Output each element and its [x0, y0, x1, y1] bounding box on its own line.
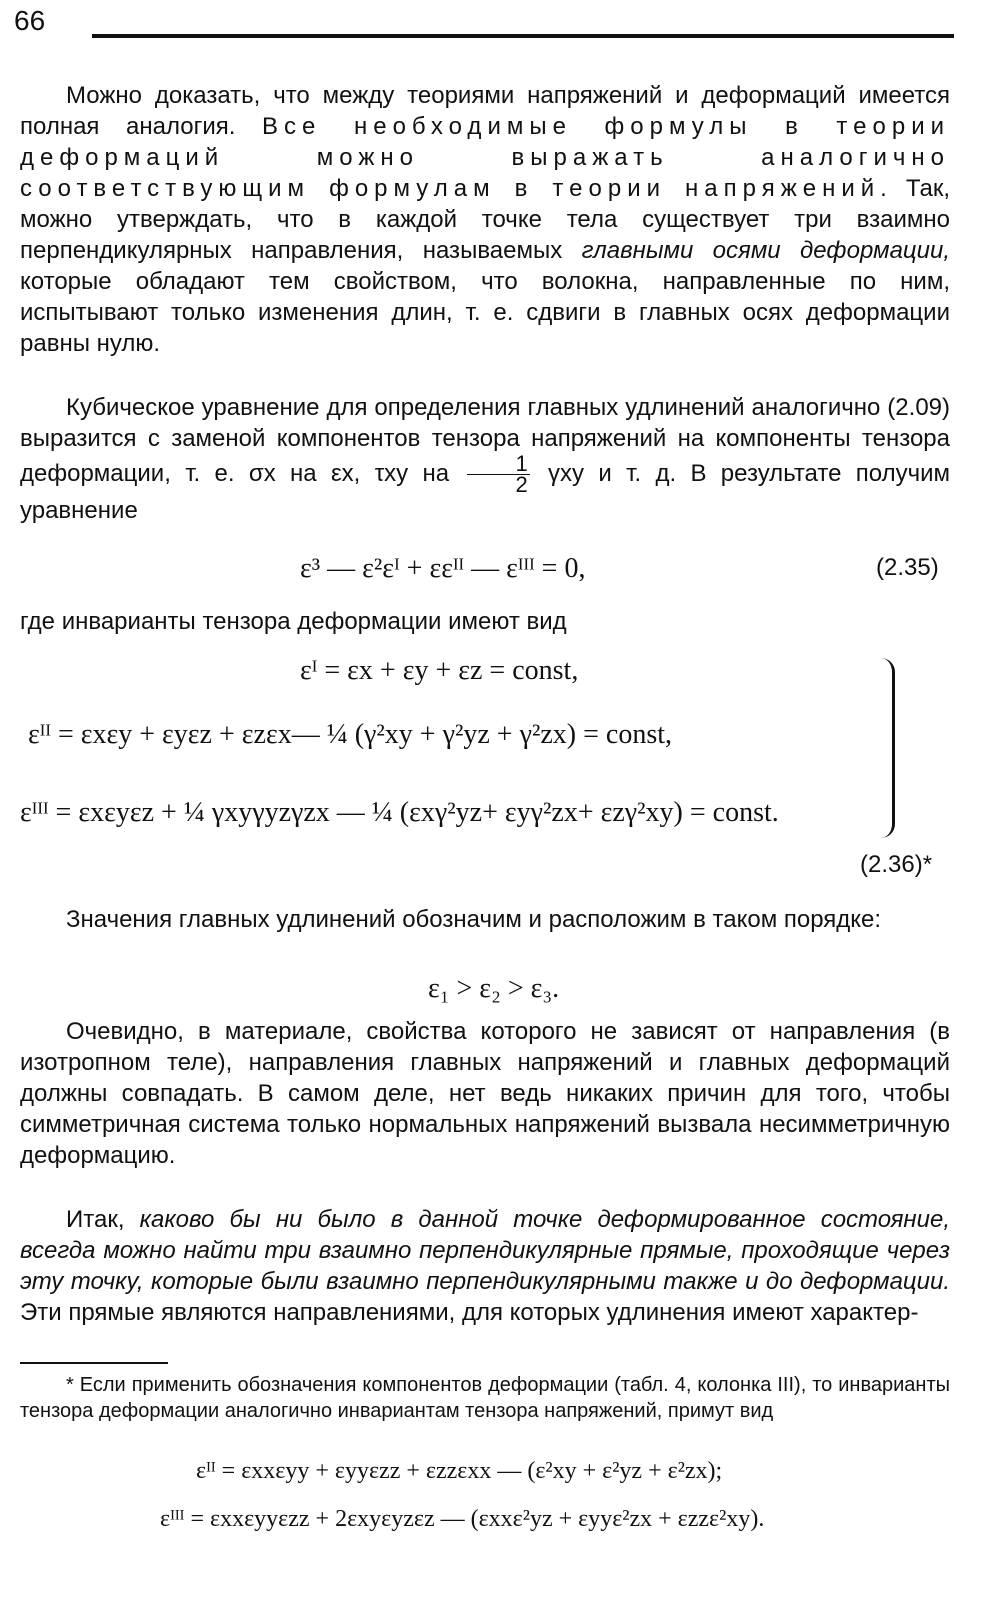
- p1-text-b: Так, можно утверждать, что в каждой точке тела существует три взаимно перпендикулярных направления, называемых: [20, 175, 950, 264]
- system-brace: [874, 658, 895, 838]
- p1-text-a: Можно доказать, что между теориями напряжений и деформаций имеется полная аналогия.: [20, 82, 950, 140]
- footnote-formula-2: εᴵᴵᴵ = εxxεyyεzz + 2εxyεyzεz — (εxxε²yz + εyyε²zx + εzzε²xy).: [160, 1506, 765, 1532]
- page-number: 66: [14, 5, 46, 36]
- p2-tail-a: τxy на: [374, 459, 450, 487]
- p6-text-a: Итак,: [66, 1206, 125, 1233]
- paragraph-1: [20, 80, 950, 359]
- p1-text-c: которые обладают тем свойством, что волокна, направленные по ним, испытывают только изменения длин, т. е. сдвиги в главных осях деформации равны нулю.: [20, 268, 950, 357]
- paragraph-3: [20, 606, 950, 637]
- p5-text: Очевидно, в материале, свойства которого не зависят от направления (в изотропном теле), направления главных напряжений и главных деформаций должны совпадать. В самом деле, нет ведь никаких причин для того, чтобы симметричная система только нормальных напряжений вызвала несимметричную деформацию.: [20, 1018, 950, 1169]
- paragraph-4: [20, 904, 950, 935]
- p3-text: где инварианты тензора деформации имеют вид: [20, 608, 567, 635]
- header-rule: [92, 34, 954, 38]
- equation-2-36-line-2: εᴵᴵ = εxεy + εyεz + εzεx— ¼ (γ²xy + γ²yz + γ²zx) = const,: [28, 719, 672, 750]
- p1-italic-term: главными осями деформации,: [581, 237, 950, 264]
- footnote-formula-1: εᴵᴵ = εxxεyy + εyyεzz + εzzεxx — (ε²xy + ε²yz + ε²zx);: [196, 1458, 723, 1484]
- equation-2-35: ε³ — ε²εᴵ + εεᴵᴵ — εᴵᴵᴵ = 0,: [300, 553, 586, 584]
- fraction-numerator: 1: [467, 454, 529, 475]
- equation-number-2-35: (2.35): [876, 554, 939, 581]
- strain-order-inequality: ε₁ > ε₂ > ε₃.: [428, 973, 560, 1004]
- p4-text: Значения главных удлинений обозначим и расположим в таком порядке:: [66, 906, 882, 933]
- p6-text-b: Эти прямые являются направлениями, для которых удлинения имеют характер-: [20, 1299, 919, 1326]
- equation-number-2-36: (2.36)*: [860, 851, 933, 878]
- equation-2-36-line-1: εᴵ = εx + εy + εz = const,: [300, 655, 579, 686]
- p2-tail-b: γxy и т. д. В результате получим уравнение: [20, 459, 950, 524]
- paragraph-6: [20, 1204, 950, 1328]
- footnote-rule: [20, 1362, 168, 1364]
- p2-text: Кубическое уравнение для определения главных удлинений аналогично (2.09) выразится с заменой компонентов тензора напряжений на компоненты тензора деформации, т. е. σx на εx,: [20, 394, 950, 487]
- equation-2-36-line-3: εᴵᴵᴵ = εxεyεz + ¼ γxyγyzγzx — ¼ (εxγ²yz+ εyγ²zx+ εzγ²xy) = const.: [20, 797, 779, 828]
- footnote-text: * Если применить обозначения компонентов деформации (табл. 4, колонка III), то инварианты тензора деформации аналогично инвариантам тензора напряжений, примут вид: [20, 1374, 950, 1422]
- paragraph-5: [20, 1016, 950, 1171]
- paragraph-2: [20, 392, 950, 526]
- p6-italic-statement: каково бы ни было в данной точке деформированное состояние, всегда можно найти три взаимно перпендикулярные прямые, проходящие через эту точку, которые были взаимно перпендикулярными также и до деформации.: [20, 1206, 950, 1295]
- fraction-denominator: 2: [515, 472, 528, 497]
- p1-spaced-text: Все необходимые формулы в теории деформаций можно выражать аналогично соответствующим формулам в теории напряжений.: [20, 113, 951, 202]
- half-fraction: [467, 451, 529, 497]
- footnote: [20, 1372, 950, 1424]
